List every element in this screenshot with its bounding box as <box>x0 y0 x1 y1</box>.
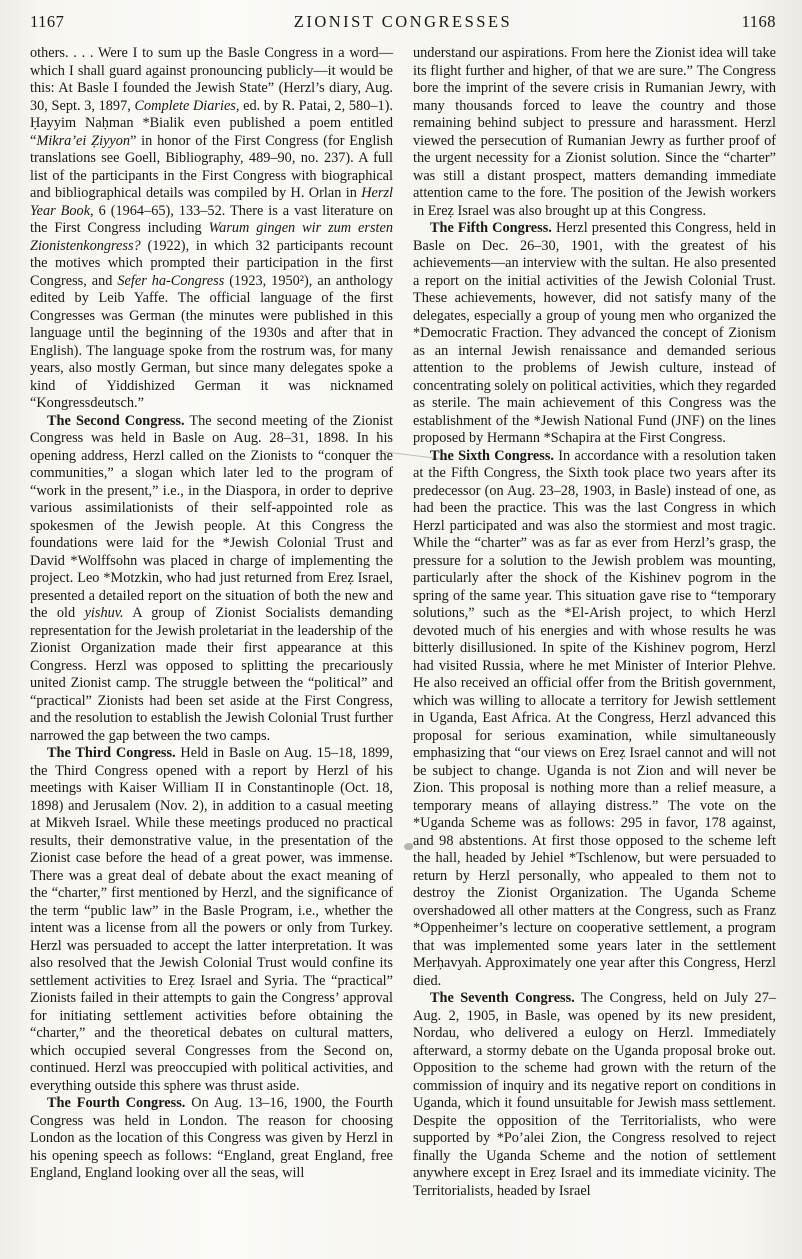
page-header <box>30 12 776 32</box>
paragraph-lead: The Seventh Congress. <box>430 990 575 1006</box>
paragraph <box>413 448 776 991</box>
text-segment: In accordance with a resolution taken at the Fifth Congress, the Sixth took place two years after its predecessor (on Aug. 23–28, 1903, in Basle) instead of one, as had been the practice. This was the last Congress in which Herzl participated and was also the stormiest and most tragic. While the “charter” was as far as ever from Herzl’s grasp, the pressure for a solution to the Jewish problem was mounting, particularly after the shock of the Kishinev pogrom in the spring of the same year. This situation gave rise to “temporary solutions,” such as the *El-Arish project, to which Herzl devoted much of his energies and with whose results he was bitterly disillusioned. In spite of the Kishinev pogrom, Herzl had visited Russia, where he met Minister of Interior Plehve. He also received an official offer from the British government, which was willing to allocate a territory for Jewish settlement in Uganda, East Africa. At the Congress, Herzl advanced this proposal for serious examination, while simultaneously emphasizing that “our views on Ereẓ Israel cannot and will not be subject to change. Uganda is not Zion and will never be Zion. This proposal is nothing more than a relief measure, a temporary means of allaying distress.” The vote on the *Uganda Scheme was as follows: 295 in favor, 178 against, and 98 abstentions. At first those opposed to the scheme left the hall, headed by Jehiel *Tschlenow, but were persuaded to return by Herzl personally, who appealed to them not to destroy the Zionist Organization. The Uganda Scheme overshadowed all other matters at the Congress, such as Franz *Oppenheimer’s lecture on cooperative settlement, a program that was implemented some years later in the settlement Merḥavyah. Approximately one year after this Congress, Herzl died. <box>413 447 776 989</box>
text-segment: yishuv. <box>84 605 124 621</box>
paragraph-lead: The Fifth Congress. <box>430 220 552 236</box>
left-column <box>30 45 393 1200</box>
text-segment: A group of Zionist Socialists demanding representation for the Jewish proletariat in the leadership of the Zionist Organization made their first appearance at this Congress. Herzl was opposed to splitting the precariously united Zionist camp. The struggle between the “political” and “practical” Zionists had been set aside at the First Congress, and the resolution to establish the Jewish Colonial Trust further narrowed the gap between the two camps. <box>30 605 393 744</box>
text-segment: ” in honor of the First Congress (for English translations see Goell, Bibliography, 489–90, no. 237). A full list of the participants in the First Congress with biographical and bibliographical details was compiled by H. Orlan in <box>30 132 393 201</box>
paragraph <box>413 220 776 448</box>
paragraph <box>30 45 393 413</box>
scan-artifact-smudge <box>404 843 413 850</box>
text-columns <box>30 45 776 1200</box>
paragraph-lead: The Sixth Congress. <box>430 447 554 464</box>
text-segment: Warum gingen wir zum ersten Zionistenkongress? <box>30 220 393 254</box>
paragraph-lead: The Third Congress. <box>47 745 176 761</box>
text-segment: Herzl presented this Congress, held in Basle on Dec. 26–30, 1901, with the greatest of his achievements—an interview with the sultan. He also presented a report on the initial activities of the Jewish Colonial Trust. These achievements, however, did not satisfy many of the delegates, especially a group of young men who organized the *Democratic Fraction. They advanced the concept of Zionism as an internal Jewish renaissance and demanded serious attention to the problems of Jewish culture, instead of concentrating solely on political activities, which they regarded as sterile. The main achievement of this Congress was the establishment of the *Jewish National Fund (JNF) on the lines proposed by Hermann *Schapira at the First Congress. <box>413 220 777 446</box>
page-number-left: 1167 <box>30 12 65 31</box>
paragraph <box>30 1095 393 1183</box>
text-segment: Held in Basle on Aug. 15–18, 1899, the Third Congress opened with a report by Herzl of his meetings with Kaiser William II in Constantinople (Oct. 18, 1898) and Jerusalem (Nov. 2), in addition to a casual meeting at Mikveh Israel. While these meetings produced no practical results, their demonstrative value, in the presentation of the Zionist case before the head of a great power, was immense. There was a great deal of debate about the exact meaning of the “charter,” first mentioned by Herzl, and the significance of the term “public law” in the Basle Program, i.e., whether the intent was a license from all the powers or only from Turkey. Herzl was persuaded to accept the latter interpretation. It was also resolved that the Jewish Colonial Trust would confine its settlement activities to Ereẓ Israel and Syria. The “practical” Zionists failed in their attempts to gain the Congress’ approval for initiating settlement activities before obtaining the “charter,” and the theoretical debates on cultural matters, which occupied several Congresses from the Second on, continued. Herzl was preoccupied with political activities, and everything outside this sphere was thrust aside. <box>30 745 394 1094</box>
paragraph <box>413 990 776 1200</box>
text-segment: Complete Diaries, <box>134 97 240 114</box>
running-head: ZIONIST CONGRESSES <box>293 12 513 31</box>
page-number-right: 1168 <box>741 12 776 31</box>
text-segment: The Congress, held on July 27–Aug. 2, 1905, in Basle, was opened by its new president, Nordau, who delivered a eulogy on Herzl. Immediately afterward, a stormy debate on the Uganda proposal broke out. Opposition to the scheme had grown with the return of the commission of inquiry and its negative report on conditions in Uganda, which it found unsuitable for Jewish mass settlement. Despite the opposition of the Territorialists, who were supported by *Po’alei Zion, the Congress resolved to reject finally the Uganda Scheme and the notion of settlement anywhere except in Ereẓ Israel and its immediate vicinity. The Territorialists, headed by Israel <box>413 990 776 1199</box>
text-segment: (1922), in which 32 participants recount the motives which prompted their participation in the first Congress, and <box>30 237 393 289</box>
paragraph <box>30 413 393 746</box>
paragraph-lead: The Second Congress. <box>47 412 185 429</box>
text-segment: On Aug. 13–16, 1900, the Fourth Congress was held in London. The reason for choosing London as the location of this Congress was given by Herzl in his opening speech as follows: “England, great England, free England, England looking over all the seas, will <box>30 1095 393 1181</box>
text-segment: ed. by R. Patai, 2, 580–1). Ḥayyim Naḥman *Bialik even published a poem entitled “ <box>30 97 393 149</box>
right-column <box>413 45 776 1200</box>
paragraph-lead: The Fourth Congress. <box>47 1095 186 1111</box>
paragraph <box>30 745 393 1095</box>
paragraph <box>413 45 776 220</box>
text-segment: Mikra’ei Ẓiyyon <box>36 132 131 149</box>
text-segment: 6 (1964–65), 133–52. There is a vast literature on the First Congress including <box>30 202 393 236</box>
text-segment: Herzl Year Book, <box>30 185 393 219</box>
text-segment: understand our aspirations. From here the Zionist idea will take its flight further and higher, of that we are sure.” The Congress bore the imprint of the severe crisis in Rumanian Jewry, with many thousands forced to leave the country and those remaining behind subject to pressure and harassment. Herzl viewed the persecution of Rumanian Jewry as further proof of the urgent necessity for a Zionist solution. Since the “charter” was still a distant prospect, matters demanding immediate attention came to the fore. The position of the Jewish workers in Ereẓ Israel was also brought up at this Congress. <box>413 45 776 219</box>
text-segment: (1923, 1950²), an anthology edited by Leib Yaffe. The official language of the first Congresses was German (the minutes were published in this language until the beginning of the 1930s and after that in English). The language spoke from the rostrum was, for many years, also mostly German, but since many delegates spoke a kind of Yiddishized German it was nicknamed “Kongressdeutsch.” <box>30 272 394 411</box>
text-segment: Sefer ha-Congress <box>117 272 225 289</box>
text-segment: The second meeting of the Zionist Congress was held in Basle on Aug. 28–31, 1898. In his opening address, Herzl called on the Zionists to “conquer the communities,” a slogan which later led to the program of “work in the present,” i.e., in the Diaspora, in order to deprive various assimilationists of their self-appointed role as spokesmen of the Jewish people. At this Congress the foundations were laid for the *Jewish Colonial Trust and David *Wolffsohn was placed in charge of implementing the project. Leo *Motzkin, who had just returned from Ereẓ Israel, presented a detailed report on the situation of both the new and the old <box>30 412 393 621</box>
text-segment: others. . . . Were I to sum up the Basle Congress in a word—which I shall guard against pronouncing publicly—it would be this: At Basle I founded the Jewish State” (Herzl’s diary, Aug. 30, Sept. 3, 1897, <box>30 45 393 114</box>
